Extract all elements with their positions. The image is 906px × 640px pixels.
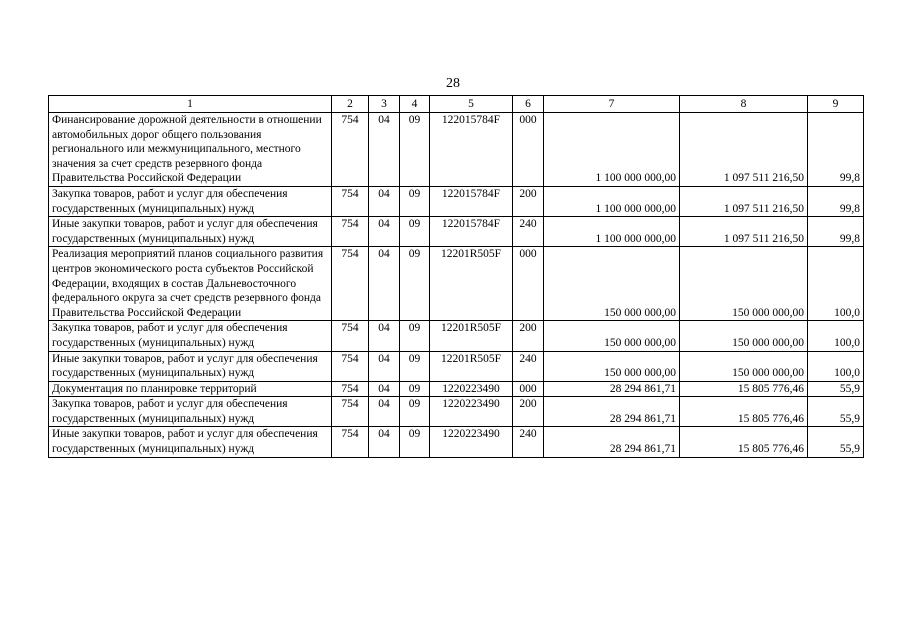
table-row: [49, 381, 864, 397]
cell-col6: 200: [513, 186, 544, 216]
cell-col9: 99,8: [808, 186, 864, 216]
row-name: Закупка товаров, работ и услуг для обеспечения государственных (муниципальных) нужд: [49, 186, 332, 216]
header-cell: 6: [513, 96, 544, 113]
cell-col8: 150 000 000,00: [680, 321, 808, 351]
cell-col3: 04: [369, 247, 400, 321]
header-cell: 3: [369, 96, 400, 113]
cell-col8: 15 805 776,46: [680, 397, 808, 427]
cell-col7: 28 294 861,71: [544, 427, 680, 457]
cell-col5: 122015784F: [430, 186, 513, 216]
cell-col4: 09: [400, 247, 430, 321]
table-row: [49, 113, 864, 187]
cell-col3: 04: [369, 397, 400, 427]
cell-col6: 200: [513, 321, 544, 351]
cell-col3: 04: [369, 351, 400, 381]
cell-col3: 04: [369, 321, 400, 351]
cell-col9: 55,9: [808, 381, 864, 397]
cell-col4: 09: [400, 186, 430, 216]
cell-col5: 12201R505F: [430, 351, 513, 381]
cell-col9: 100,0: [808, 247, 864, 321]
cell-col6: 200: [513, 397, 544, 427]
row-name: Иные закупки товаров, работ и услуг для обеспечения государственных (муниципальных) нужд: [49, 217, 332, 247]
cell-col4: 09: [400, 113, 430, 187]
cell-col5: 1220223490: [430, 381, 513, 397]
cell-col8: 1 097 511 216,50: [680, 113, 808, 187]
cell-col6: 240: [513, 427, 544, 457]
cell-col7: 28 294 861,71: [544, 397, 680, 427]
row-name: Иные закупки товаров, работ и услуг для обеспечения государственных (муниципальных) нужд: [49, 427, 332, 457]
cell-col3: 04: [369, 217, 400, 247]
cell-col6: 240: [513, 217, 544, 247]
cell-col7: 1 100 000 000,00: [544, 113, 680, 187]
cell-col5: 1220223490: [430, 397, 513, 427]
cell-col2: 754: [332, 397, 369, 427]
cell-col3: 04: [369, 113, 400, 187]
table-row: [49, 247, 864, 321]
cell-col2: 754: [332, 113, 369, 187]
row-name: Финансирование дорожной деятельности в отношении автомобильных дорог общего пользования регионального или межмуниципального, местного значения за счет средств резервного фонда Правительства Российской Федерации: [49, 113, 332, 187]
table-row: [49, 427, 864, 457]
cell-col4: 09: [400, 381, 430, 397]
cell-col8: 1 097 511 216,50: [680, 217, 808, 247]
cell-col8: 1 097 511 216,50: [680, 186, 808, 216]
cell-col3: 04: [369, 427, 400, 457]
cell-col7: 1 100 000 000,00: [544, 217, 680, 247]
cell-col3: 04: [369, 186, 400, 216]
cell-col9: 99,8: [808, 113, 864, 187]
header-cell: 2: [332, 96, 369, 113]
cell-col8: 15 805 776,46: [680, 427, 808, 457]
cell-col2: 754: [332, 186, 369, 216]
header-cell: 9: [808, 96, 864, 113]
cell-col8: 15 805 776,46: [680, 381, 808, 397]
header-row: [49, 96, 864, 113]
header-cell: 4: [400, 96, 430, 113]
cell-col6: 000: [513, 113, 544, 187]
cell-col5: 1220223490: [430, 427, 513, 457]
header-cell: 1: [49, 96, 332, 113]
cell-col8: 150 000 000,00: [680, 247, 808, 321]
page-number: 28: [446, 76, 460, 91]
cell-col4: 09: [400, 427, 430, 457]
cell-col6: 000: [513, 247, 544, 321]
cell-col9: 100,0: [808, 351, 864, 381]
cell-col7: 1 100 000 000,00: [544, 186, 680, 216]
cell-col2: 754: [332, 321, 369, 351]
row-name: Закупка товаров, работ и услуг для обеспечения государственных (муниципальных) нужд: [49, 397, 332, 427]
cell-col9: 55,9: [808, 397, 864, 427]
cell-col9: 100,0: [808, 321, 864, 351]
cell-col2: 754: [332, 381, 369, 397]
cell-col2: 754: [332, 247, 369, 321]
cell-col5: 122015784F: [430, 113, 513, 187]
table-row: [49, 351, 864, 381]
budget-table: [48, 95, 864, 458]
cell-col8: 150 000 000,00: [680, 351, 808, 381]
cell-col4: 09: [400, 397, 430, 427]
cell-col4: 09: [400, 321, 430, 351]
table-row: [49, 186, 864, 216]
table-row: [49, 321, 864, 351]
cell-col7: 150 000 000,00: [544, 247, 680, 321]
table-row: [49, 217, 864, 247]
cell-col4: 09: [400, 217, 430, 247]
cell-col2: 754: [332, 427, 369, 457]
cell-col7: 150 000 000,00: [544, 321, 680, 351]
row-name: Документация по планировке территорий: [49, 381, 332, 397]
cell-col3: 04: [369, 381, 400, 397]
cell-col7: 28 294 861,71: [544, 381, 680, 397]
cell-col7: 150 000 000,00: [544, 351, 680, 381]
cell-col9: 55,9: [808, 427, 864, 457]
cell-col6: 240: [513, 351, 544, 381]
cell-col5: 12201R505F: [430, 321, 513, 351]
row-name: Иные закупки товаров, работ и услуг для обеспечения государственных (муниципальных) нужд: [49, 351, 332, 381]
cell-col5: 12201R505F: [430, 247, 513, 321]
cell-col9: 99,8: [808, 217, 864, 247]
cell-col5: 122015784F: [430, 217, 513, 247]
header-cell: 7: [544, 96, 680, 113]
cell-col2: 754: [332, 351, 369, 381]
row-name: Реализация мероприятий планов социального развития центров экономического роста субъектов Российской Федерации, входящих в состав Дальневосточного федерального округа за счет средств резервного фонда Правительства Российской Федерации: [49, 247, 332, 321]
header-cell: 5: [430, 96, 513, 113]
cell-col2: 754: [332, 217, 369, 247]
cell-col6: 000: [513, 381, 544, 397]
cell-col4: 09: [400, 351, 430, 381]
table-row: [49, 397, 864, 427]
header-cell: 8: [680, 96, 808, 113]
row-name: Закупка товаров, работ и услуг для обеспечения государственных (муниципальных) нужд: [49, 321, 332, 351]
